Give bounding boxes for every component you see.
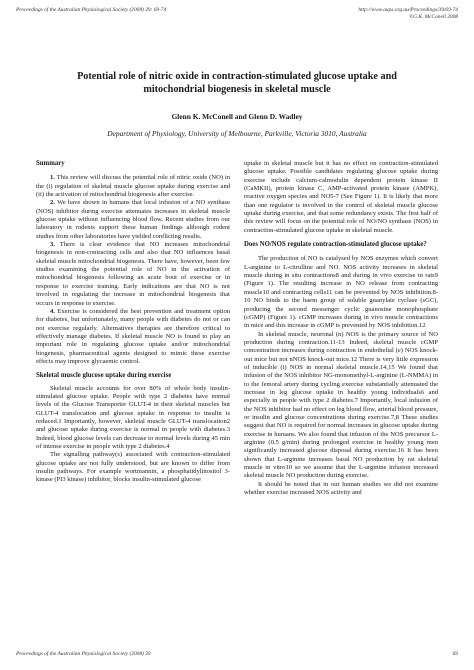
summary-point: 4. Exercise is considered the best prevention and treatment option for diabetes, but unfortunately, many people with diabetes do not or can not exercise regularly. Alternatives therapies are therefore critical to effectively manage diabetes. If skeletal muscle NO is found to play an important role in regulating glucose uptake and/or mitochondrial biogenesis, pharmaceutical agents designed to mimic these exercise effects may improve glycaemic control. <box>36 307 230 365</box>
article-affiliation: Department of Physiology, University of Melbourne, Parkville, Victoria 3010, Australia <box>107 129 367 138</box>
summary-point: 3. There is clear evidence that NO increases mitochondrial biogenesis in non-contracting cells and also that NO influences basal skeletal muscle mitochondrial biogenesis. There have, however, been few studies examining the potential role of NO in the activation of mitochondrial biogenesis following an acute bout of exercise or in response to exercise training. Early indications are that NO is not involved in regulating the increase in mitochondrial biogenesis that occurs in response to exercise. <box>36 241 230 307</box>
footer-journal: Proceedings of the Australian Physiological Society (2008) 39 <box>16 651 151 657</box>
running-header-right <box>358 7 458 21</box>
body-paragraph: The production of NO is catalysed by NOS enzymes which convert L-arginine to L-citrulline and NO. NOS activity increases in skeletal muscle during in situ contractions8 and during in vivo exercise in rats9 (Figure 1). The resulting increase in NO release from contracting muscle10 and contracting cells11 can be prevented by NOS inhibition.8-10 NO binds to the haem group of soluble guanylate cyclase (sGC), producing the second messenger cyclic guanosine monophosphate (cGMP) (Figure 1). cGMP increases during in vivo muscle contractions in mice and this increase in cGMP is prevented by NOS inhibition.12 <box>244 255 438 330</box>
page-number: 69 <box>452 651 458 657</box>
summary-heading: Summary <box>36 160 65 167</box>
left-column <box>36 160 230 485</box>
body-paragraph: uptake in skeletal muscle but it has no effect on contraction-stimulated glucose uptake. Possible candidates regulating glucose uptake during exercise include calcium-calmodulin dependent protein kinase II (CaMKII), protein kinase C, AMP-activated protein kinase (AMPK), reactive oxygen species and NO5-7 (See Figure 1). It is likely that more than one regulator is involved in the control of skeletal muscle glucose uptake during exercise, and that some redundancy exists. The first half of this review will focus on the potential role of NO/NO synthase (NOS) in contraction-stimulated glucose uptake in skeletal muscle. <box>244 160 438 234</box>
header-copyright: ©G.K. McConell 2008 <box>408 14 458 20</box>
article-title: Potential role of nitric oxide in contraction-stimulated glucose uptake and mitochondrial biogenesis in skeletal muscle <box>77 71 397 95</box>
body-paragraph: Skeletal muscle accounts for over 80% of whole body insulin-stimulated glucose uptake. People with type 2 diabetes have normal levels of the Glucose Transporter GLUT-4 in their skeletal muscles but GLUT-4 translocation and glucose uptake in response to insulin is reduced.1 Importantly, however, skeletal muscle GLUT-4 translocation2 and glucose uptake during exercise is normal in people with diabetes.3 Indeed, blood glucose levels can decrease to normal levels during 45 min of intense exercise in people with type 2 diabetes.4 <box>36 384 230 450</box>
summary-point: 2. We have shown in humans that local infusion of a NO synthase (NOS) inhibitor during exercise attenuates increases in skeletal muscle glucose uptake without influencing blood flow. Recent studies from our laboratory in rodents support these human findings although rodent studies from other laboratories have yielded conflicting results. <box>36 199 230 240</box>
article-authors: Glenn K. McConell and Glenn D. Wadley <box>171 112 303 121</box>
body-paragraph: In skeletal muscle, neuronal (n) NOS is the primary source of NO production during contraction.11-13 Indeed, skeletal muscle cGMP concentration increases during contraction in endothelial (e) NOS knock-out mice but not nNOS knock-out mice.12 There is very little expression of inducible (i) NOS in normal skeletal muscle.14,15 We found that infusion of the NOS inhibitor NG-monomethyl-L-arginine (L-NMMA) in to the femoral artery during cycling exercise substantially attenuated the increase in leg glucose uptake in healthy young individuals6 and especially in people with type 2 diabetes.7 Importantly, local infusion of the NOS inhibitor had no effect on leg blood flow, arterial blood pressure, or insulin and glucose concentrations during exercise.7,8 These studies suggest that NO is required for normal increases in glucose uptake during exercise in humans. We also found that infusion of the NOS precursor L-arginine (0.5 g/min) during prolonged exercise in healthy young men significantly increased glucose disposal during exercise.16 It has been shown that L-arginine increases basal NO production by rat skeletal muscle in vitro10 so we assume that the L-arginine infusion increased skeletal muscle NO production during exercise. <box>244 330 438 480</box>
header-url[interactable]: http://www.aups.org.au/Proceedings/39/69-74 <box>358 7 458 13</box>
running-header-journal: Proceedings of the Australian Physiological Society (2008) 39: 69-74 <box>16 7 167 13</box>
right-column <box>244 160 438 497</box>
section-heading-no-nos: Does NO/NOS regulate contraction-stimulated glucose uptake? <box>244 241 427 249</box>
body-paragraph: The signalling pathway(s) associated with contraction-stimulated glucose uptake are not fully understood, but are known to differ from insulin pathways. For example wortmannin, a phosphatidylinositol 3-kinase (PI3 kinase) inhibitor, blocks insulin-stimulated glucose <box>36 451 230 484</box>
body-paragraph: It should be noted that in our human studies we did not examine whether exercise increased NOS activity and <box>244 480 438 497</box>
summary-point: 1. This review will discuss the potential role of nitric oxide (NO) in the (i) regulation of skeletal muscle glucose uptake during exercise and (ii) the activation of mitochondrial biogenesis after exercise. <box>36 174 230 199</box>
section-heading-glucose-uptake: Skeletal muscle glucose uptake during exercise <box>36 372 172 380</box>
